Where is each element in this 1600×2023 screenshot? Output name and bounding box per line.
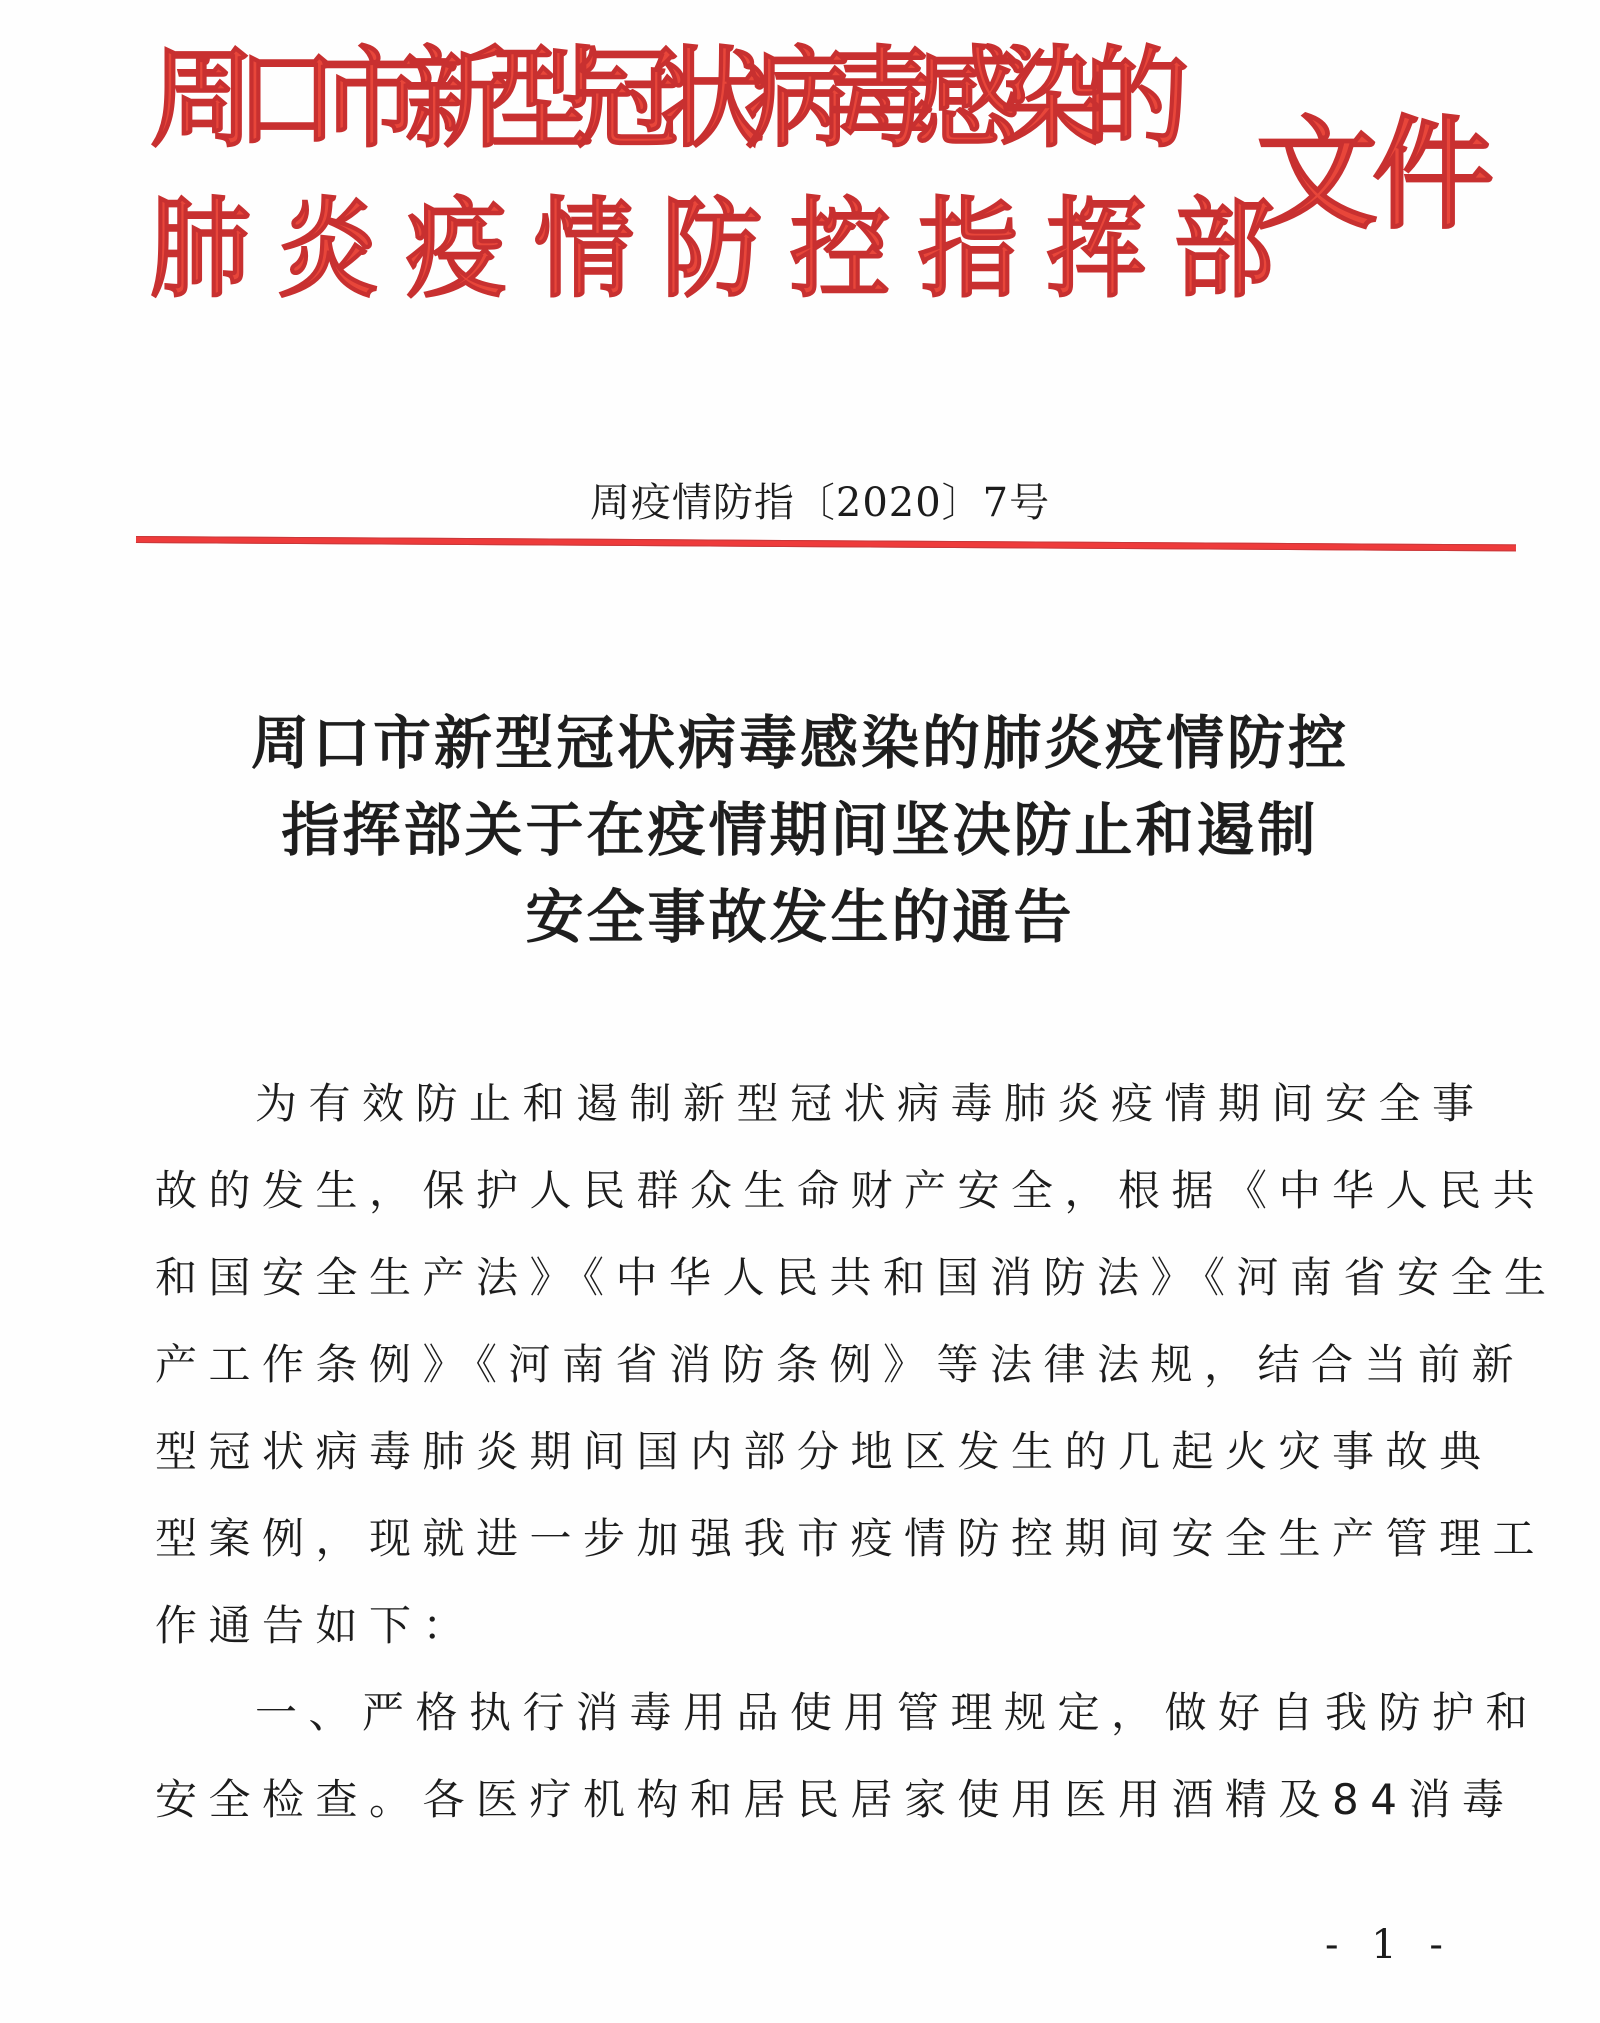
header-org-line-2: 肺炎疫情防控指挥部 [150,186,1302,313]
notice-title-line-3: 安全事故发生的通告 [525,883,1075,951]
body-line: 为有效防止和遏制新型冠状病毒肺炎疫情期间安全事 [255,1079,1486,1128]
body-line: 型案例，现就进一步加强我市疫情防控期间安全生产管理工 [155,1514,1547,1563]
issuing-authority-header [150,34,1302,313]
notice-body [155,1060,1558,1843]
notice-title [150,700,1450,961]
body-line: 产工作条例》《河南省消防条例》等法律法规，结合当前新 [155,1340,1526,1389]
body-line: 型冠状病毒肺炎期间国内部分地区发生的几起火灾事故典 [155,1427,1493,1476]
body-line: 故的发生，保护人民群众生命财产安全，根据《中华人民共 [155,1166,1547,1215]
header-doc-type: 文件 [1256,104,1488,246]
document-number: 周疫情防指〔2020〕7号 [589,480,1051,526]
header-org-line-1: 周口市新型冠状病毒感染的 [150,34,1171,163]
body-line-section-heading: 一、严格执行消毒用品使用管理规定，做好自我防护和 [255,1688,1540,1737]
body-line: 作通告如下： [155,1601,477,1650]
notice-title-line-2: 指挥部关于在疫情期间坚决防止和遏制 [281,796,1319,864]
notice-title-line-1: 周口市新型冠状病毒感染的肺炎疫情防控 [250,709,1349,777]
body-line: 安全检查。各医疗机构和居民居家使用医用酒精及84消毒 [155,1775,1516,1824]
page-number: - 1 - [1325,1922,1453,1968]
body-line: 和国安全生产法》《中华人民共和国消防法》《河南省安全生 [155,1253,1558,1302]
red-separator-rule [136,536,1516,551]
